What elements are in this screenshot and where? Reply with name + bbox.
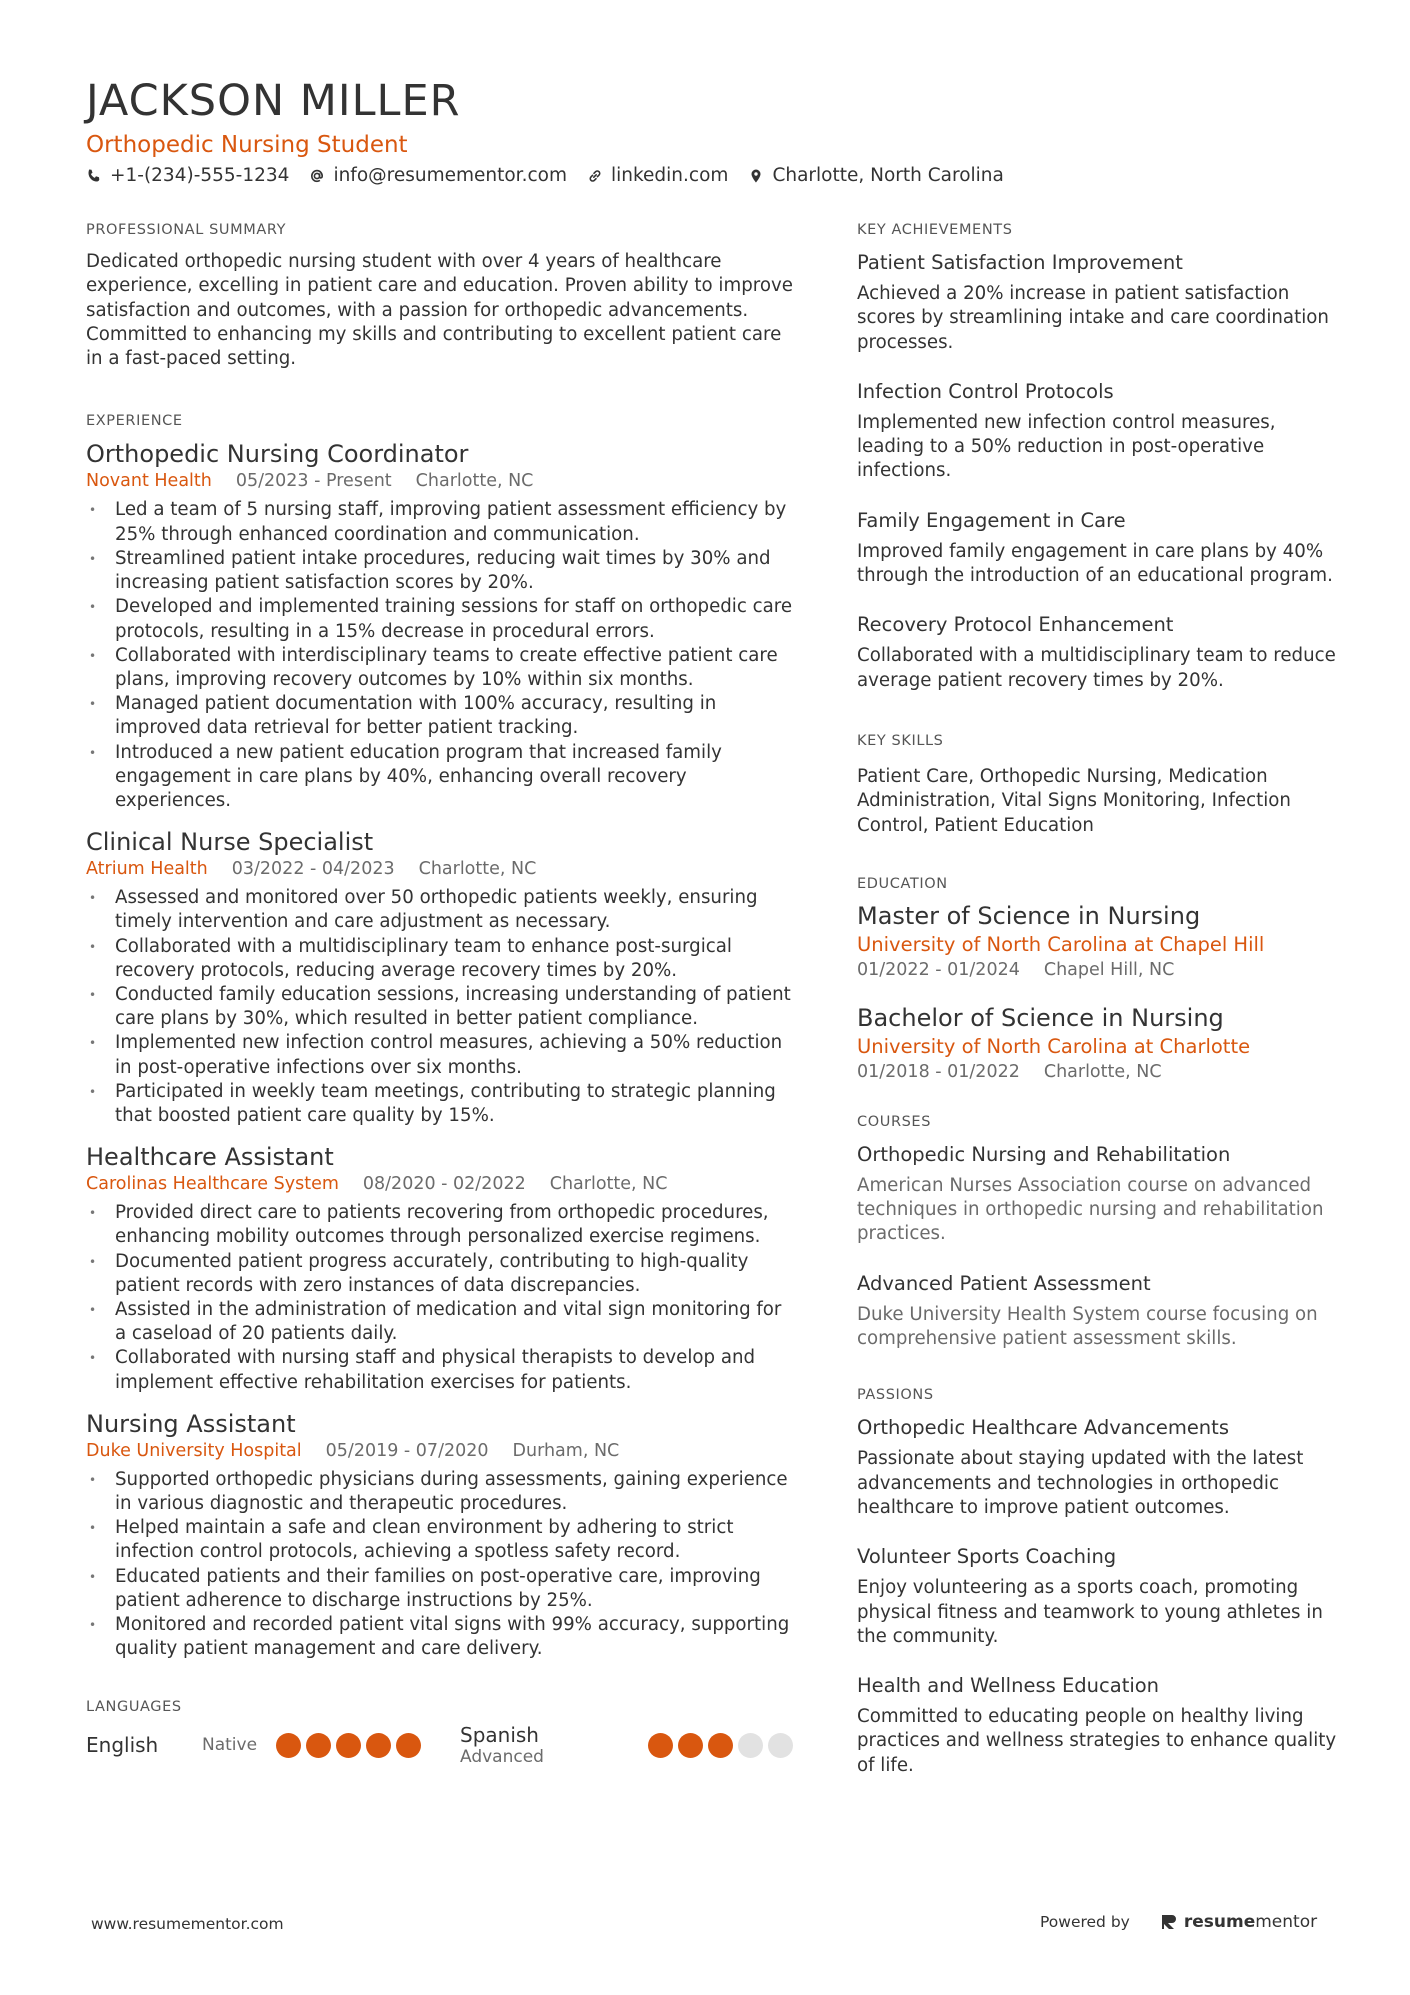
job-title: Healthcare Assistant (86, 1143, 334, 1172)
bullet-item: • Streamlined patient intake procedures, reducing wait times by 30% and increasing patient satisfaction scores by 20%. (86, 547, 798, 595)
education-dates: 01/2022 - 01/2024 (857, 959, 1020, 980)
achievement-item (857, 250, 1337, 355)
job-title: Orthopedic Nursing Coordinator (86, 440, 469, 469)
achievement-title: Patient Satisfaction Improvement (857, 251, 1183, 274)
bullet-item: • Developed and implemented training sessions for staff on orthopedic care protocols, resulting in a 15% decrease in procedural errors. (86, 595, 798, 643)
section-heading: PROFESSIONAL SUMMARY (86, 222, 287, 238)
job-meta (86, 1172, 798, 1196)
section-heading: EXPERIENCE (86, 413, 183, 430)
job-bullets (86, 498, 798, 813)
passion-title: Volunteer Sports Coaching (857, 1545, 1117, 1569)
education-section (857, 876, 1337, 1084)
brand-name-rest: mentor (1255, 1912, 1318, 1932)
passion-desc: Enjoy volunteering as a sports coach, promoting physical fitness and teamwork to young athletes in the community. (857, 1577, 1323, 1647)
job-title: Nursing Assistant (86, 1409, 296, 1438)
achievement-item (857, 379, 1337, 484)
course-title: Advanced Patient Assessment (857, 1271, 1151, 1295)
passion-item (857, 1673, 1337, 1778)
rating-dot-filled (276, 1733, 301, 1758)
passion-title: Health and Wellness Education (857, 1674, 1160, 1698)
education-dates: 01/2018 - 01/2022 (857, 1061, 1020, 1082)
job-location: Charlotte, NC (415, 471, 534, 492)
job-meta (86, 857, 798, 881)
rating-dot-filled (396, 1733, 421, 1758)
rating-dot-filled (366, 1733, 391, 1758)
course-desc: American Nurses Association course on advanced techniques in orthopedic nursing and rehabilitation practices. (857, 1174, 1324, 1245)
passions-section (857, 1387, 1337, 1778)
passion-desc: Committed to educating people on healthy living practices and wellness strategies to enhance quality of life. (857, 1706, 1337, 1776)
rating-dot-filled (306, 1733, 331, 1758)
brand-name-bold: resume (1183, 1912, 1256, 1932)
education-item (857, 1002, 1337, 1084)
job-entry (86, 1142, 798, 1395)
section-heading: COURSES (857, 1113, 931, 1130)
language-item-spanish (460, 1723, 798, 1767)
at-icon (309, 168, 325, 184)
rating-dot-empty (738, 1733, 763, 1758)
bullet-item: • Educated patients and their families on post-operative care, improving patient adherence to discharge instructions by 25%. (86, 1565, 798, 1613)
language-rating (276, 1733, 426, 1758)
section-heading: LANGUAGES (86, 1699, 182, 1716)
bullet-item: • Helped maintain a safe and clean environment by adhering to strict infection control protocols, achieving a spotless safety record. (86, 1516, 798, 1564)
job-dates: 05/2019 - 07/2020 (325, 1440, 489, 1461)
passion-title: Orthopedic Healthcare Advancements (857, 1416, 1229, 1440)
language-name: Spanish (460, 1723, 539, 1748)
section-heading: KEY ACHIEVEMENTS (857, 222, 1013, 238)
job-location: Charlotte, NC (549, 1174, 668, 1195)
job-location: Charlotte, NC (418, 859, 537, 880)
left-column (86, 222, 798, 1811)
job-meta (86, 1439, 798, 1463)
candidate-title: Orthopedic Nursing Student (86, 132, 408, 158)
link-icon (587, 168, 603, 184)
bullet-item: • Introduced a new patient education program that increased family engagement in care plans by 40%, enhancing overall recovery experiences. (86, 741, 798, 814)
education-school: University of North Carolina at Chapel Hill (857, 932, 1265, 956)
passion-item (857, 1544, 1337, 1649)
footer-website-link[interactable]: www.resumementor.com (91, 1915, 284, 1933)
course-item (857, 1271, 1337, 1352)
languages-row (86, 1721, 798, 1769)
education-meta (857, 958, 1337, 982)
job-company: Duke University Hospital (86, 1440, 302, 1461)
education-meta (857, 1060, 1337, 1084)
job-company: Atrium Health (86, 859, 208, 880)
brand-logo[interactable] (1160, 1912, 1317, 1932)
achievement-title: Recovery Protocol Enhancement (857, 613, 1174, 637)
rating-dot-filled (336, 1733, 361, 1758)
job-location: Durham, NC (512, 1440, 620, 1461)
achievement-item (857, 508, 1337, 589)
contact-phone-text: +1-(234)-555-1234 (110, 165, 290, 186)
job-title: Clinical Nurse Specialist (86, 828, 374, 857)
job-meta (86, 469, 798, 493)
bullet-item: • Assessed and monitored over 50 orthopedic patients weekly, ensuring timely intervention and care adjustment as necessary. (86, 886, 798, 934)
job-entry (86, 1409, 798, 1662)
passion-item (857, 1415, 1337, 1520)
experience-section (86, 413, 798, 1661)
contact-email[interactable] (309, 165, 567, 186)
rating-dot-filled (708, 1733, 733, 1758)
powered-by-label: Powered by (1040, 1913, 1130, 1931)
language-level: Native (202, 1735, 258, 1756)
job-entry (86, 439, 798, 813)
bullet-item: • Implemented new infection control measures, achieving a 50% reduction in post-operative infections over six months. (86, 1031, 798, 1079)
section-heading: EDUCATION (857, 875, 948, 892)
bullet-item: • Conducted family education sessions, increasing understanding of patient care plans by 30%, which resulted in better patient compliance. (86, 983, 798, 1031)
course-item (857, 1142, 1337, 1247)
bullet-item: • Supported orthopedic physicians during assessments, gaining experience in various diagnostic and therapeutic procedures. (86, 1468, 798, 1516)
skills-text: Patient Care, Orthopedic Nursing, Medication Administration, Vital Signs Monitoring, Infection Control, Patient Education (857, 765, 1291, 836)
course-desc: Duke University Health System course focusing on comprehensive patient assessment skills. (857, 1303, 1318, 1350)
candidate-name: JACKSON MILLER (86, 76, 461, 126)
language-level: Advanced (460, 1747, 544, 1768)
language-rating (648, 1733, 798, 1758)
location-pin-icon (748, 168, 764, 184)
education-item (857, 900, 1337, 982)
achievement-desc: Improved family engagement in care plans by 40% through the introduction of an educational program. (857, 540, 1333, 587)
languages-section (86, 1699, 798, 1769)
bullet-item: • Assisted in the administration of medication and vital sign monitoring for a caseload of 20 patients daily. (86, 1298, 798, 1346)
bullet-item: • Monitored and recorded patient vital signs with 99% accuracy, supporting quality patient management and care delivery. (86, 1613, 798, 1661)
job-dates: 05/2023 - Present (235, 471, 392, 492)
right-column (857, 222, 1337, 1820)
bullet-item: • Provided direct care to patients recovering from orthopedic procedures, enhancing mobility outcomes through personalized exercise regimens. (86, 1201, 798, 1249)
section-heading: PASSIONS (857, 1387, 934, 1404)
job-bullets (86, 1468, 798, 1662)
rating-dot-filled (648, 1733, 673, 1758)
education-degree: Master of Science in Nursing (857, 901, 1201, 930)
course-title: Orthopedic Nursing and Rehabilitation (857, 1142, 1231, 1166)
job-dates: 08/2020 - 02/2022 (362, 1174, 526, 1195)
education-location: Chapel Hill, NC (1043, 959, 1175, 980)
education-school: University of North Carolina at Charlotte (857, 1034, 1251, 1058)
achievement-title: Infection Control Protocols (857, 379, 1114, 403)
education-location: Charlotte, NC (1043, 1061, 1162, 1082)
contact-bar (86, 165, 1024, 186)
achievement-item (857, 612, 1337, 693)
bullet-item: • Documented patient progress accurately, contributing to high-quality patient records with zero instances of data discrepancies. (86, 1250, 798, 1298)
skills-section (857, 733, 1337, 838)
job-company: Carolinas Healthcare System (86, 1174, 339, 1195)
education-degree: Bachelor of Science in Nursing (857, 1003, 1224, 1032)
language-name: English (86, 1733, 159, 1758)
achievement-desc: Achieved a 20% increase in patient satisfaction scores by streamlining intake and care coordination processes. (857, 283, 1329, 353)
achievement-desc: Collaborated with a multidisciplinary team to reduce average patient recovery times by 20%. (857, 645, 1336, 691)
summary-section (86, 222, 798, 371)
footer-branding (1040, 1912, 1317, 1932)
job-bullets (86, 886, 798, 1128)
rating-dot-filled (678, 1733, 703, 1758)
rating-dot-empty (768, 1733, 793, 1758)
bullet-item: • Collaborated with interdisciplinary teams to create effective patient care plans, improving recovery outcomes by 10% within six months. (86, 644, 798, 692)
phone-icon (86, 168, 102, 184)
contact-email-text: info@resumementor.com (333, 165, 567, 186)
job-bullets (86, 1201, 798, 1395)
summary-text: Dedicated orthopedic nursing student with over 4 years of healthcare experience, excelling in patient care and education. Proven ability to improve satisfaction and outcomes, with a passion for orthopedic advancements. Committed to enhancing my skills and contributing to excellent patient care in a fast-paced setting. (86, 251, 793, 370)
section-heading: KEY SKILLS (857, 732, 944, 749)
job-dates: 03/2022 - 04/2023 (231, 859, 395, 880)
bullet-item: • Led a team of 5 nursing staff, improving patient assessment efficiency by 25% through enhanced coordination and communication. (86, 498, 798, 546)
contact-linkedin-text: linkedin.com (610, 165, 729, 186)
contact-phone[interactable] (86, 165, 289, 186)
passion-desc: Passionate about staying updated with the latest advancements and technologies in orthopedic healthcare to improve patient outcomes. (857, 1448, 1304, 1518)
bullet-item: • Managed patient documentation with 100% accuracy, resulting in improved data retrieval for better patient tracking. (86, 692, 798, 740)
bullet-item: • Participated in weekly team meetings, contributing to strategic planning that boosted patient care quality by 15%. (86, 1080, 798, 1128)
achievements-section (857, 222, 1337, 693)
resumementor-logo-icon (1160, 1913, 1178, 1931)
contact-location-text: Charlotte, North Carolina (772, 165, 1004, 186)
achievement-desc: Implemented new infection control measures, leading to a 50% reduction in post-operative infections. (857, 411, 1276, 482)
language-text (460, 1723, 648, 1767)
contact-linkedin[interactable] (587, 165, 728, 186)
bullet-item: • Collaborated with a multidisciplinary team to enhance post-surgical recovery protocols, reducing average recovery times by 20%. (86, 935, 798, 983)
language-item-english (86, 1733, 460, 1758)
bullet-item: • Collaborated with nursing staff and physical therapists to develop and implement effective rehabilitation exercises for patients. (86, 1346, 798, 1394)
contact-location (748, 165, 1003, 186)
job-company: Novant Health (86, 471, 212, 492)
achievement-title: Family Engagement in Care (857, 508, 1126, 532)
courses-section (857, 1114, 1337, 1351)
job-entry (86, 827, 798, 1128)
